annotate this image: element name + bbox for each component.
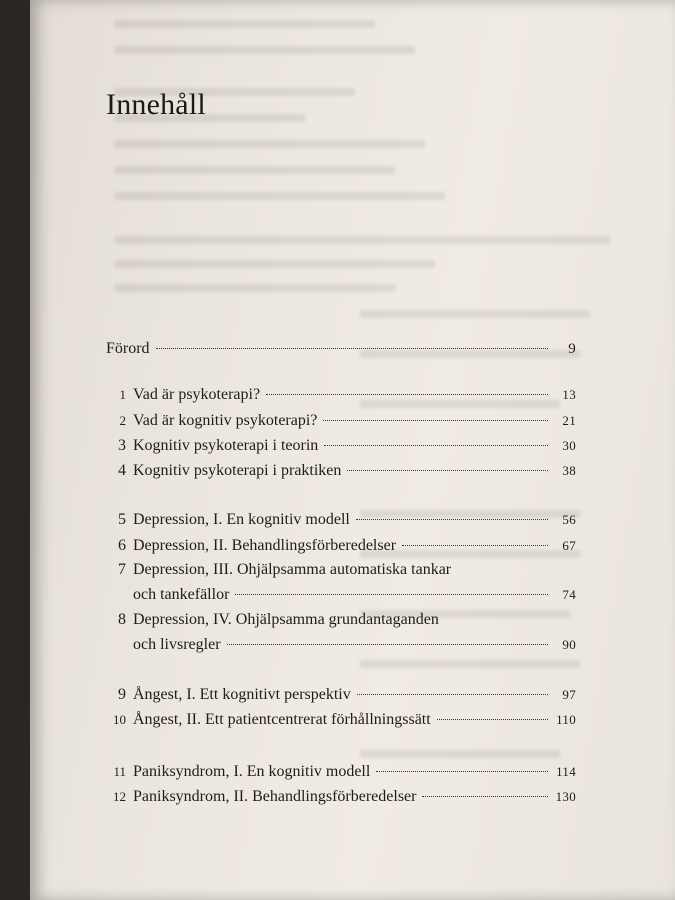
toc-entry-chapter-3[interactable] xyxy=(106,437,576,461)
dot-leader xyxy=(266,394,548,395)
toc-entry-title: Kognitiv psykoterapi i teorin xyxy=(133,437,319,454)
toc-entry-page: 30 xyxy=(562,438,576,453)
toc-entry-title: Depression, III. Ohjälpsamma automatiska tankar xyxy=(133,561,452,578)
toc-entry-foreword[interactable] xyxy=(106,340,576,364)
dot-leader xyxy=(356,519,548,520)
chapter-number: 9 xyxy=(118,686,126,703)
toc-entry-page: 97 xyxy=(562,687,576,702)
chapter-number: 4 xyxy=(118,462,126,479)
dot-leader xyxy=(402,545,548,546)
toc-entry-page: 13 xyxy=(562,387,576,402)
toc-heading: Innehåll xyxy=(106,88,206,121)
toc-entry-page: 130 xyxy=(555,789,576,804)
chapter-number: 11 xyxy=(113,764,126,779)
toc-entry-chapter-12[interactable] xyxy=(106,788,576,812)
toc-entry-title: Paniksyndrom, I. En kognitiv modell xyxy=(133,763,371,780)
toc-entry-chapter-7-continued[interactable] xyxy=(106,586,576,610)
toc-entry-title-continued: och tankefällor xyxy=(133,586,230,603)
chapter-number: 5 xyxy=(118,511,126,528)
toc-entry-page: 56 xyxy=(562,512,576,527)
dot-leader xyxy=(323,420,548,421)
dot-leader xyxy=(422,796,548,797)
dot-leader xyxy=(227,644,548,645)
toc-entry-title: Paniksyndrom, II. Behandlingsförberedelser xyxy=(133,788,417,805)
chapter-number: 7 xyxy=(118,561,126,578)
toc-entry-chapter-8[interactable] xyxy=(106,611,576,635)
chapter-number: 8 xyxy=(118,611,126,628)
toc-entry-chapter-6[interactable] xyxy=(106,537,576,561)
toc-entry-title: Depression, II. Behandlingsförberedelser xyxy=(133,537,397,554)
toc-entry-title: Vad är kognitiv psykoterapi? xyxy=(133,412,318,429)
chapter-number: 2 xyxy=(119,413,126,428)
toc-entry-chapter-1[interactable] xyxy=(106,386,576,410)
chapter-number: 10 xyxy=(113,712,126,727)
toc-entry-page: 110 xyxy=(556,712,576,727)
dot-leader xyxy=(437,719,548,720)
toc-entry-title: Kognitiv psykoterapi i praktiken xyxy=(133,462,342,479)
toc-entry-title: Depression, IV. Ohjälpsamma grundantaganden xyxy=(133,611,439,628)
toc-entry-page: 67 xyxy=(562,538,576,553)
dot-leader xyxy=(235,594,548,595)
toc-entry-page: 21 xyxy=(562,413,576,428)
toc-entry-title: Ångest, I. Ett kognitivt perspektiv xyxy=(133,686,351,703)
toc-entry-page: 90 xyxy=(562,637,576,652)
toc-entry-title: Förord xyxy=(106,340,150,357)
book-page xyxy=(30,0,675,900)
toc-entry-title: Ångest, II. Ett patientcentrerat förhållningssätt xyxy=(133,711,431,728)
chapter-number: 3 xyxy=(118,437,126,454)
toc-entry-title: Depression, I. En kognitiv modell xyxy=(133,511,350,528)
toc-entry-page: 114 xyxy=(556,764,576,779)
toc-entry-chapter-11[interactable] xyxy=(106,763,576,787)
toc-entry-title-continued: och livsregler xyxy=(133,636,221,653)
toc-entry-chapter-10[interactable] xyxy=(106,711,576,735)
toc-entry-page: 9 xyxy=(568,341,576,357)
dot-leader xyxy=(324,445,548,446)
dot-leader xyxy=(376,771,548,772)
dot-leader xyxy=(357,694,548,695)
toc-entry-chapter-5[interactable] xyxy=(106,511,576,535)
chapter-number: 6 xyxy=(118,537,126,554)
chapter-number: 1 xyxy=(119,387,126,402)
toc-entry-title: Vad är psykoterapi? xyxy=(133,386,261,403)
chapter-number: 12 xyxy=(113,789,126,804)
dot-leader xyxy=(156,348,548,349)
toc-entry-page: 38 xyxy=(562,463,576,478)
toc-entry-chapter-9[interactable] xyxy=(106,686,576,710)
toc-entry-chapter-4[interactable] xyxy=(106,462,576,486)
toc-entry-chapter-8-continued[interactable] xyxy=(106,636,576,660)
dot-leader xyxy=(347,470,548,471)
toc-entry-page: 74 xyxy=(562,587,576,602)
toc-entry-chapter-7[interactable] xyxy=(106,561,576,585)
toc-entry-chapter-2[interactable] xyxy=(106,412,576,436)
